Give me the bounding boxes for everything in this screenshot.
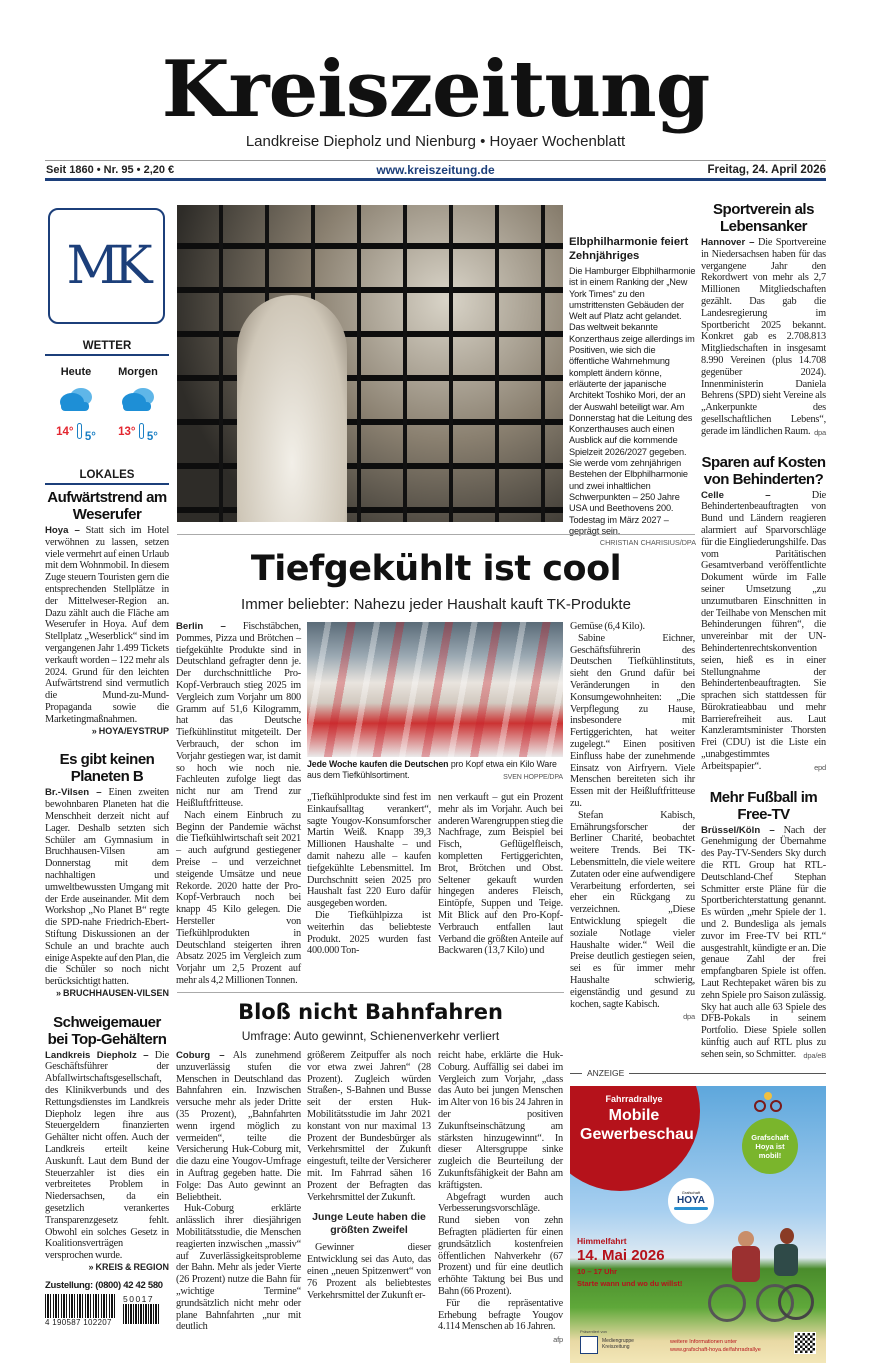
article-headline[interactable]: Elbphilharmonie feiert Zehnjähriges (569, 236, 689, 262)
qr-code-icon[interactable] (794, 1332, 816, 1354)
weather-box (45, 340, 169, 443)
article-text: „Tiefkühlprodukte sind fest im Einkaufsalltag verankert“, sagte Yougov-Konsumforscher Martin Weiß. Knapp 39,3 Millionen Haushalte – und damit nahezu alle – kaufen tiefgekühlte Lebensmittel. Im Durchschnitt seien 2025 pro Haushalt fast 220 Euro dafür ausgegeben worden. (307, 792, 431, 910)
photo-credit: SVEN HOPPE/DPA (503, 774, 563, 781)
dateline: Celle – (701, 489, 771, 501)
article-headline[interactable]: Aufwärtstrend am Weserufer (47, 489, 167, 523)
article-text: größerem Zeitpuffer als noch vor etwa zwei Jahren“ (28 Prozent). Zugleich würden Straßen-, S-Bahnen und Busse seit der ersten Huk-Mobilitätsstudie im Jahr 2021 konstant von nur maximal 13 Prozent der Bundesbürger als Verkehrsmittel der Zukunft eingestuft, teilte der Versicherer mit. Im Fahrrad sähen 16 Prozent der Befragten das Verkehrsmittel der Zukunft. (307, 1050, 431, 1203)
freezer-caption (307, 759, 563, 783)
freezer-photo[interactable] (307, 622, 563, 757)
elbphilharmonie-photo[interactable] (177, 205, 563, 522)
weather-high: 13° (118, 426, 136, 438)
article-ref-link[interactable]: » KREIS & REGION (88, 1262, 169, 1273)
bahn-col-3 (438, 1050, 563, 1346)
ad-slogan: Starte wann und wo du willst! (577, 1279, 683, 1288)
website-link[interactable]: www.kreiszeitung.de (376, 163, 495, 177)
barcode-addon-number: 50017 (123, 1294, 155, 1304)
weather-low: 5° (84, 431, 96, 443)
weather-day-label: Heute (60, 366, 92, 378)
bahn-headline[interactable]: Bloß nicht Bahnfahren (238, 1000, 503, 1024)
ad-badge-text: Grafschaft Hoya ist mobil! (751, 1132, 789, 1160)
article-text: Stefan Kabisch, Ernährungsforscher der Berliner Charité, beobachtet weitere Trends. Bei TK-Lebensmitteln, die viele weitere Zutaten oder eine aufwendigere Verarbeitung erforderten, sei eher ein Rückgang zu verzeichnen. „Diese Entwicklung spiegelt die soziale Notlage vieler Haushalte wider.“ Weil die Preise deutlich gestiegen seien, sei es für immer mehr Haushalte schwierig, eigenständig und gesund zu kochen, sagte Kabisch. (570, 809, 695, 1010)
weather-day-label: Morgen (118, 366, 158, 378)
dateline: Landkreis Diepholz – (45, 1049, 149, 1061)
masthead-rule-top (45, 160, 826, 161)
ad-title: Mobile Gewerbeschau (580, 1107, 694, 1143)
masthead-subtitle: Landkreise Diepholz und Nienburg • Hoyaer Wochenblatt (245, 133, 626, 150)
advertisement[interactable] (570, 1086, 826, 1363)
weather-low: 5° (146, 431, 158, 443)
mk-logo-text: MK (66, 236, 147, 296)
ad-time: 10 – 17 Uhr (577, 1267, 618, 1276)
ad-label: ANZEIGE (587, 1068, 625, 1078)
bicycle-mascot-icon (754, 1092, 784, 1114)
divider (177, 992, 564, 993)
lead-col-2 (307, 792, 431, 957)
article-ref-link[interactable]: » HOYA/EYSTRUP (91, 725, 169, 736)
cloud-icon (119, 386, 157, 412)
article-lokales[interactable] (45, 751, 169, 999)
lokales-section-title: LOKALES (45, 469, 169, 485)
dateline: Berlin – (176, 621, 226, 632)
article-text: Einen zweiten bewohnbaren Planeten hat die Menschheit derzeit nicht auf Lager. Deshalb setzten sich Schüler am Gymnasium in Bruchhausen-Vilsen am Donnerstag mit dem nachhaltigen und umweltbewussten Umgang mit der Erde auseinander. Mit dem Workshop „No Planet B“ regte die SPD-nahe Friedrich-Ebert-Stiftung Diskussionen an der Schule an und brachte auch einige Aspekte auf den Plan, die die Schüler so noch nicht berücksichtigt hatten. (45, 787, 169, 988)
article-text: Abgefragt wurden auch Verbesserungsvorschläge. Rund sieben von zehn Befragten plädierten für einen grundsätzlich kostenfreien öffentlichen Nahverkehr (67 Prozent) und für eine deutlich erhöhte Taktung bei Bus und Bahn (66 Prozent). (438, 1191, 563, 1297)
article-headline[interactable]: Sportverein als Lebensanker (713, 201, 814, 235)
cyclists-image (708, 1226, 818, 1326)
barcode-addon (123, 1294, 159, 1327)
elbphil-article[interactable] (569, 236, 696, 547)
issue-date: Freitag, 24. April 2026 (707, 164, 826, 176)
photo-credit: CHRISTIAN CHARISIUS/DPA (599, 538, 696, 548)
article-text: Huk-Coburg erklärte anlässlich ihrer diesjährigen Mobilitätsstudie, die Menschen reagierten inzwischen „massiv“ auf Zuverlässigkeitsprobleme der Bahn. Mehr als jeder Vierte (26 Prozent) nutze die Bahn für „wichtige Termine“ grundsätzlich nicht mehr oder plane Bahnfahrten „nur mit deutlich (176, 1203, 301, 1333)
ad-hoya-logo (668, 1178, 714, 1224)
delivery-box (45, 1280, 169, 1327)
source-tag: dpa (814, 427, 826, 437)
caption-bold: Jede Woche kaufen die Deutschen (307, 759, 449, 769)
article-text: Die Geschäftsführer der Abfallwirtschaftsgesellschaft, des Klinikverbunds und des Rettungsdienstes im Landkreis Diepholz legen ihre aus Steuergeldern finanzierten Gehälter nicht offen. Auch der Landkreis erteilt keine Auskunft. Laut dem Bund der Steuerzahler ist dies ein verbreitetes Problem in Niedersachsen, da ein gesetzlich verankertes Transparenzgesetz fehlt. Obwohl ein solches Gesetz in Koalitionsverträgen versprochen wurde. (45, 1049, 169, 1262)
lead-subhead: Immer beliebter: Nahezu jeder Haushalt kauft TK-Produkte (241, 596, 631, 613)
mk-logo-small (580, 1336, 598, 1354)
article-text: nen verkauft – gut ein Prozent mehr als im Vorjahr. Auch bei anderen Warengruppen stieg die Nachfrage, zum Beispiel bei Fisch, Geflügelfleisch, kompletten Fertiggerichten, Brot, Brötchen und Obst. Seltener gekauft wurden hingegen anderes Fleisch, Eintöpfe, Suppen und Teige. Mit Blick auf den Pro-Kopf-Verbrauch entfallen laut Verband die größten Anteile auf Backwaren (13,7 Kilo) und (438, 792, 564, 957)
bahn-subhead: Umfrage: Auto gewinnt, Schienenverkehr verliert (241, 1029, 500, 1043)
article-ref-link[interactable]: » BRUCHHAUSEN-VILSEN (55, 987, 169, 998)
article-text: Sabine Eichner, Geschäftsführerin des Deutschen Tiefkühlinstituts, sieht den Grund dafür bei Veränderungen in den Konsumgewohnheiten: „Die Verpflegung zu Hause, insbesondere mit Fertiggerichten, hat weiter zugelegt.“ Einen positiven Einfluss habe der zunehmende Einsatz von Airfryern. Viele Menschen bereiteten sich ihr Essen mit der Heißluftfritteuse zu. (570, 632, 695, 809)
ad-green-badge (742, 1118, 798, 1174)
bahn-col-2 (307, 1050, 431, 1301)
article-headline[interactable]: Sparen auf Kosten von Behinderten? (701, 453, 826, 488)
weather-section-title: WETTER (45, 340, 169, 356)
masthead-title: Kreiszeitung (161, 44, 710, 135)
weather-high: 14° (56, 426, 74, 438)
bahn-subhead-2: Junge Leute haben die größten Zweifel (312, 1211, 426, 1237)
article-text: Gewinner dieser Entwicklung sei das Auto, das einen „neuen Spitzenwert“ von 76 Prozent als beliebtestes Verkehrsmittel der Zukunft er- (307, 1242, 431, 1301)
ad-event: Himmelfahrt (577, 1236, 627, 1246)
article-right[interactable] (701, 454, 826, 773)
article-headline[interactable]: Mehr Fußball im Free-TV (709, 788, 818, 823)
article-text: Die Behindertenbeauftragten von Bund und Ländern reagieren alarmiert auf Sparvorschläge für die Eingliederungshilfe. Das vom Paritätischen Gesamtverband veröffentlichte Dokument würde im Falle seiner Umsetzung „zu unzumutbaren Einschnitten in der Teilhabe von Menschen mit Behinderungen führen“, die unvereinbar mit der UN-Behindertenrechtskonvention seien, hieß es in einer Stellungnahme der Behindertenbeauftragten. Sie sprachen sich stattdessen für Bürokratieabbau und mehr Barrierefreiheit aus. Laut Kanzleramtsminister Thorsten Frei (CDU) ist die Liste ein „unabgestimmtes Arbeitspapier“. (701, 489, 826, 772)
ad-kicker: Fahrradrallye (605, 1094, 663, 1104)
thermometer-icon (139, 423, 144, 439)
divider (177, 534, 695, 535)
article-text: Nach einem Einbruch zu Beginn der Pandemie wächst die Tiefkühlwirtschaft seit 2021 – auch aufgrund gestiegener Preise – und verzeichnet steigende Umsätze und neue Rekorde. 2020 hatte der Pro-Kopf-Verbrauch noch bei knapp 45 Kilo gelegen. Die Hersteller von Tiefkühlprodukten in Deutschland steigerten ihren Absatz 2025 im Vergleich zum Vorjahr um 2,5 Prozent auf mehr als 4,2 Millionen Tonnen. (176, 809, 301, 986)
ad-label-row (570, 1068, 826, 1078)
weather-day (47, 366, 105, 443)
article-text: Die Sportvereine in Niedersachsen haben für das vergangene Jahr den Rekordwert von mehr als 2,7 Millionen Mitgliedschaften gezählt. Das gab die Landesregierung im Sportbericht 2025 bekannt. Konkret gab es 2.708.813 Mitgliedschaften in insgesamt 8.990 Vereinen (plus 14.708 gegenüber 2024). Innenministerin Daniela Behrens (SPD) sieht Vereine als „Ankerpunkte des gesellschaftlichen Lebens“, gerade im ländlichen Raum. (701, 237, 826, 437)
dateline: Brüssel/Köln – (701, 824, 775, 836)
article-text: Die Hamburger Elbphilharmonie ist in einem Ranking der „New York Times“ zu den umstrittensten Gebäuden der Welt auf Platz acht gelandet. Das weltweit bekannte Konzerthaus zeige allerdings im Positiven, wie sich die öffentliche Wahrnehmung komplett ändern könne, erläuterte der japanische Architekt Toshiko Mori, der an der Auswahl beteiligt war. Am Donnerstag hat die Leitung des Konzerthauses auch einen Ausblick auf die kommende Spielzeit 2026/2027 gegeben. Sie werde vom zehnjährigen Bestehen der Elbphilharmonie und zwei inhaltlichen Schwerpunkten – 250 Jahre USA und Beethovens 200. Todestag im März 2027 – geprägt sein. (569, 266, 696, 536)
bahn-col-1 (176, 1050, 301, 1333)
article-headline[interactable]: Es gibt keinen Planeten B (59, 751, 155, 786)
ad-presented-by: Präsentiert von (580, 1329, 607, 1334)
ad-footer (570, 1329, 826, 1363)
article-headline[interactable]: Schweigemauer bei Top-Gehältern (47, 1013, 167, 1048)
article-lokales[interactable] (45, 489, 169, 737)
article-right[interactable] (701, 789, 826, 1062)
dateline: Hoya – (45, 525, 80, 536)
ad-info: weitere Informationen unter (670, 1339, 737, 1345)
article-text: Nach der Genehmigung der Übernahme des Pay-TV-Senders Sky durch die RTL Group hat RTL-Deutschland-Chef Stephan Schmitter erste Pläne für die Sportberichterstattung genannt. Es würden „mehr Spiele der 1. und 2. Bundesliga als jemals zuvor im Free-TV bei RTL“ ausgestrahlt, kündigte er an. Die genaue Zahl der frei empfangbaren Spiele ist offen. Laut Rechtepaket wären bis zu zehn Spiele pro Saison zulässig. Sky hat auch alle 63 Spiele des DFB-Pokals in seinem Portfolio. Diese Spiele sollen künftig auch auf RTL plus zu sehen sein, so Schmitter. (701, 824, 826, 1060)
article-text: Die Tiefkühlpizza ist weiterhin das beliebteste Produkt. 2025 wurden fast 400.000 Ton- (307, 909, 431, 957)
weather-day (109, 366, 167, 443)
article-text: Als zunehmend unzuverlässig stufen die Menschen in Deutschland das Bahnfahren ein. Inzwischen versuche mehr als jeder Dritte (35 Prozent), „Bahnfahrten wenn irgend möglich zu vermeiden“, teilte die Versicherung Huk-Coburg mit, die dazu eine Yougov-Umfrage in Auftrag gegeben hatte. Die Folge: Das Auto gewinnt an Beliebtheit. (176, 1050, 301, 1203)
article-lokales[interactable] (45, 1014, 169, 1274)
issue-info: Seit 1860 • Nr. 95 • 2,20 € (46, 164, 175, 176)
article-text: Statt sich im Hotel verwöhnen zu lassen, setzen viele vermehrt auf einen Urlaub mit dem Wohnmobil. In diesem Zuge steuern Touristen gern die entsprechenden Stellplätze in der Mittelweser-Region an. Dazu zählt auch die Fläche am Weserufer in Hoya. Auf dem Stellplatz „Weserblick“ sind im vergangenen Jahr 1.499 Tickets verkauft worden – 122 mehr als 2024. Grund für den leichten Aufwärtstrend sind vermutlich die Mund-zu-Mund-Propaganda sowie die Marketingmaßnahmen. (45, 525, 170, 725)
barcode-number: 4 190587 102207 (45, 1318, 112, 1327)
lead-col-3 (438, 792, 563, 957)
lead-col-1 (176, 621, 301, 987)
hoya-logo-small: Grafschaft (681, 1190, 701, 1195)
source-tag: epd (814, 762, 826, 772)
article-text: Gemüse (6,4 Kilo). (570, 621, 645, 632)
source-tag: dpa/eB (803, 1050, 826, 1060)
hoya-logo-text: HOYA (677, 1195, 705, 1206)
article-text: Fischstäbchen, Pommes, Pizza und Brötchen – tiefgekühlte Produkte sind in Deutschland gefragter denn je. Der durchschnittliche Pro-Kopf-Verbrauch stieg 2025 im Vergleich zum Vorjahr um 800 Gramm auf 51,6 Kilogramm, hat das Deutsche Tiefkühlinstitut mitgeteilt. Der Verbrauch, der schon im Vorjahr gestiegen war, ist damit so hoch wie noch nie. Fachleuten zufolge liegt das nicht nur am Trend zur Heißluftfritteuse. (176, 621, 301, 809)
source-tag: dpa (683, 1012, 695, 1022)
lokales-column (45, 469, 169, 1274)
lead-headline[interactable]: Tiefgekühlt ist cool (250, 549, 622, 589)
thermometer-icon (77, 423, 82, 439)
cloud-icon (57, 386, 95, 412)
caption-text: pro Kopf etwa ein Kilo Ware aus dem Tiefkühlsortiment. (307, 759, 557, 780)
article-text: Für die repräsentative Erhebung befragte Yougov 4.114 Menschen ab 16 Jahren. (438, 1297, 563, 1333)
dateline: Hannover – (701, 237, 755, 248)
mk-logo[interactable] (48, 208, 165, 324)
source-tag: afp (553, 1335, 563, 1345)
lead-col-4 (570, 621, 695, 1023)
dateline: Coburg – (176, 1050, 225, 1061)
delivery-phone: Zustellung: (0800) 42 42 580 (45, 1280, 163, 1291)
barcode (45, 1294, 117, 1327)
masthead-rule-blue (45, 178, 826, 181)
dateline: Br.-Vilsen – (45, 787, 102, 799)
right-column (701, 201, 826, 1062)
ad-date: 14. Mai 2026 (577, 1247, 665, 1264)
article-text: reicht habe, erklärte die Huk-Coburg. Auffällig sei dabei im Vergleich zum Vorjahr, „dass das Auto bei jungen Menschen im Alter von 16 bis 24 Jahren in der positiven Zukunftseinschätzung am stärksten hinzugewinnt“. In dieser Altersgruppe sinke zugleich die Beurteilung der Zukunftsfähigkeit der Bahn am kräftigsten. (438, 1050, 563, 1191)
article-right[interactable] (701, 201, 826, 438)
ad-url-link[interactable]: www.grafschaft-hoya.de/fahrradrallye (670, 1347, 761, 1353)
ad-sponsor: Mediengruppe Kreiszeitung (602, 1338, 634, 1350)
